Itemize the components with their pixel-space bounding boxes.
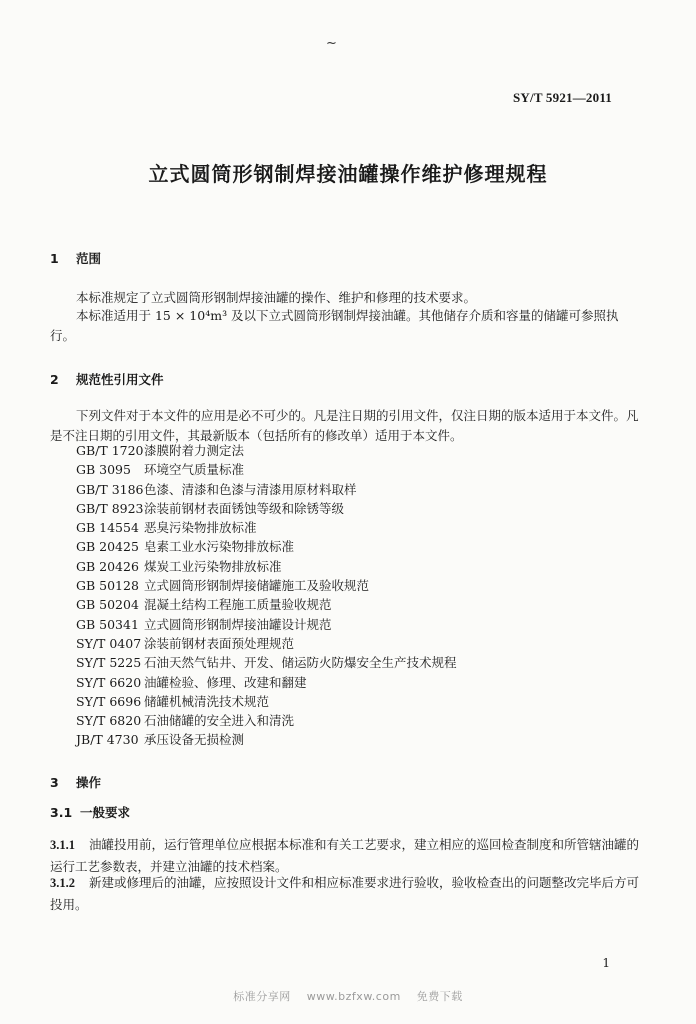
reference-name: 涂装前钢材表面预处理规范 xyxy=(144,635,295,651)
section-number: 3 xyxy=(50,775,59,790)
reference-item xyxy=(76,460,457,479)
reference-name: 恶臭污染物排放标准 xyxy=(144,520,257,536)
reference-item xyxy=(76,518,457,537)
reference-item xyxy=(76,692,457,711)
section-2-heading xyxy=(50,370,164,388)
reference-id: SY/T 6820 xyxy=(76,713,142,729)
standard-code: SY/T 5921—2011 xyxy=(513,90,612,105)
reference-id: GB 50204 xyxy=(76,597,139,613)
clause-text: 新建或修理后的油罐，应按照设计文件和相应标准要求进行验收，验收检查出的问题整改完毕后方可投用。 xyxy=(50,875,640,912)
reference-id: JB/T 4730 xyxy=(76,732,139,748)
footer-note: 免费下载 xyxy=(416,990,463,1003)
section-3-1-heading xyxy=(50,803,130,821)
reference-id: GB 50341 xyxy=(76,616,139,632)
reference-item xyxy=(76,499,457,518)
reference-name: 环境空气质量标准 xyxy=(144,462,245,478)
reference-name: 煤炭工业污染物排放标准 xyxy=(144,558,282,574)
reference-item xyxy=(76,673,457,692)
reference-id: GB 20425 xyxy=(76,539,139,555)
watermark-footer xyxy=(0,988,696,1004)
reference-item xyxy=(76,441,457,460)
clause-text: 油罐投用前，运行管理单位应根据本标准和有关工艺要求，建立相应的巡回检查制度和所管辖油罐的运行工艺参数表，并建立油罐的技术档案。 xyxy=(50,837,640,874)
reference-id: GB 20426 xyxy=(76,558,139,574)
reference-id: GB/T 8923 xyxy=(76,500,144,516)
section-number: 1 xyxy=(50,251,59,266)
reference-id: GB/T 1720 xyxy=(76,443,144,458)
clause-number: 3.1.2 xyxy=(50,876,75,890)
section-title: 范围 xyxy=(76,251,102,266)
references-list xyxy=(76,441,457,750)
scope-paragraph-2: 本标准适用于 15 × 10⁴m³ 及以下立式圆筒形钢制焊接油罐。其他储存介质和容量的储罐可参照执行。 xyxy=(50,308,619,343)
reference-item xyxy=(76,615,457,634)
clause-3-1-1 xyxy=(50,834,644,877)
reference-name: 储罐机械清洗技术规范 xyxy=(144,693,270,709)
reference-item xyxy=(76,730,457,749)
page-number: 1 xyxy=(602,956,610,970)
footer-url: www.bzfxw.com xyxy=(306,990,401,1003)
reference-item xyxy=(76,537,457,556)
reference-name: 混凝土结构工程施工质量验收规范 xyxy=(144,597,332,613)
reference-item xyxy=(76,480,457,499)
reference-item xyxy=(76,557,457,576)
references-intro: 下列文件对于本文件的应用是必不可少的。凡是注日期的引用文件，仅注日期的版本适用于本文件。凡是不注日期的引用文件，其最新版本（包括所有的修改单）适用于本文件。 xyxy=(50,408,639,443)
section-3-heading xyxy=(50,773,101,791)
section-number: 2 xyxy=(50,372,59,387)
reference-item xyxy=(76,711,457,730)
clause-number: 3.1.1 xyxy=(50,838,75,852)
scan-mark: ~ xyxy=(326,36,337,51)
section-number: 3.1 xyxy=(50,805,73,820)
reference-name: 皂素工业水污染物排放标准 xyxy=(144,539,295,555)
reference-name: 石油储罐的安全进入和清洗 xyxy=(144,713,295,729)
section-title: 规范性引用文件 xyxy=(76,372,164,387)
reference-name: 立式圆筒形钢制焊接储罐施工及验收规范 xyxy=(144,578,370,594)
reference-id: GB 50128 xyxy=(76,578,139,594)
reference-item xyxy=(76,576,457,595)
reference-id: SY/T 6696 xyxy=(76,693,142,709)
reference-name: 漆膜附着力测定法 xyxy=(144,443,245,458)
reference-name: 色漆、清漆和色漆与清漆用原材料取样 xyxy=(144,481,357,497)
footer-site-name: 标准分享网 xyxy=(233,990,291,1003)
reference-id: GB 3095 xyxy=(76,462,131,478)
section-title: 一般要求 xyxy=(80,805,131,820)
reference-id: GB 14554 xyxy=(76,520,139,536)
scope-paragraph-1: 本标准规定了立式圆筒形钢制焊接油罐的操作、维护和修理的技术要求。 xyxy=(76,290,477,305)
reference-item xyxy=(76,634,457,653)
section-1-heading xyxy=(50,249,101,267)
reference-name: 油罐检验、修理、改建和翻建 xyxy=(144,674,307,690)
reference-name: 立式圆筒形钢制焊接油罐设计规范 xyxy=(144,616,332,632)
reference-item xyxy=(76,653,457,672)
reference-id: SY/T 0407 xyxy=(76,635,142,651)
reference-item xyxy=(76,595,457,614)
reference-name: 承压设备无损检测 xyxy=(144,732,245,748)
reference-id: SY/T 6620 xyxy=(76,674,142,690)
document-title: 立式圆筒形钢制焊接油罐操作维护修理规程 xyxy=(148,162,548,186)
reference-name: 涂装前钢材表面锈蚀等级和除锈等级 xyxy=(144,500,345,516)
reference-name: 石油天然气钻井、开发、储运防火防爆安全生产技术规程 xyxy=(144,655,457,671)
reference-id: GB/T 3186 xyxy=(76,481,144,497)
clause-3-1-2 xyxy=(50,872,644,915)
reference-id: SY/T 5225 xyxy=(76,655,142,671)
section-title: 操作 xyxy=(76,775,102,790)
